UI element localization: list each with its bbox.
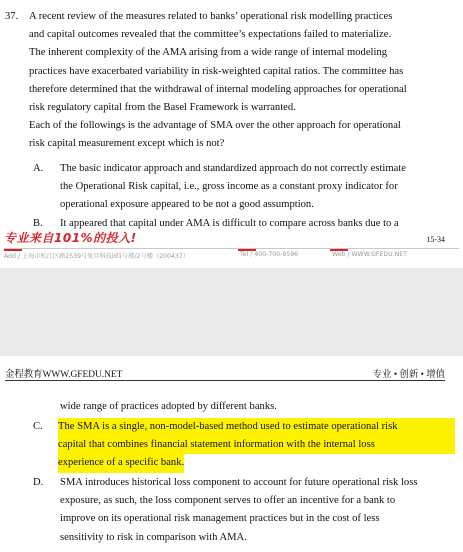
question-line: practices have exacerbated variability in risk-weighted capital ratios. The committee has [29, 65, 404, 77]
footer-address: Add / 上海市松江区路2539号复旦科技园1号楼/2号楼（200437） [4, 253, 189, 260]
option-c-line-highlighted: experience of a specific bank. [58, 454, 184, 472]
option-c-text [58, 418, 455, 473]
header-motto: 专业 • 创新 • 增值 [372, 370, 445, 380]
question-line: risk capital measurement except which is not? [29, 138, 225, 150]
page-bottom [0, 356, 463, 552]
header-brand: 金程教育WWW.GFEDU.NET [5, 370, 123, 380]
question-line: The inherent complexity of the AMA arising from a wide range of internal modeling [29, 47, 388, 59]
option-a-letter: A. [33, 163, 44, 174]
option-b-continued: wide range of practices adopted by different banks. [60, 401, 277, 412]
slogan-handwriting: 专业来自101%的投入! [4, 231, 137, 245]
option-b-text: It appeared that capital under AMA is difficult to compare across banks due to a [60, 218, 399, 229]
footer-tel: Tel / 400-700-9596 [240, 251, 299, 258]
option-b-letter: B. [33, 218, 43, 229]
header-divider [5, 380, 445, 381]
option-a-line: The basic indicator approach and standardized approach do not correctly estimate [60, 163, 406, 174]
question-line: therefore determined that the withdrawal of internal modeling approaches for operational [29, 83, 407, 95]
option-d-letter: D. [33, 477, 44, 488]
option-d-line: SMA introduces historical loss component to account for future operational risk loss [60, 477, 418, 488]
question-number: 37. [5, 11, 19, 22]
question-line: A recent review of the measures related to banks’ operational risk modelling practices [29, 11, 393, 22]
question-line: risk regulatory capital from the Basel Framework is warranted. [29, 102, 296, 114]
option-d-text [60, 474, 455, 547]
option-c-letter: C. [33, 421, 43, 432]
option-a-line: operational exposure appeared to be not a good assumption. [60, 199, 314, 211]
question-line: Each of the followings is the advantage of SMA over the other approach for operational [29, 120, 401, 132]
option-a-text [60, 160, 455, 215]
footer-web: Web / WWW.GFEDU.NET [332, 251, 407, 258]
option-a-line: the Operational Risk capital, i.e., gross income as a constant proxy indicator for [60, 181, 398, 193]
footer-divider [4, 248, 459, 249]
option-d-line: improve on its operational risk management practices but in the cost of less [60, 513, 380, 525]
question-body [29, 8, 455, 154]
option-d-line: sensitivity to risk in comparison with AMA. [60, 531, 247, 543]
question-line: and capital outcomes revealed that the committee’s expectations failed to materialize. [29, 29, 392, 41]
option-d-line: exposure, as such, the loss component serves to offer an incentive for a bank to [60, 495, 396, 507]
option-c-line-highlighted: The SMA is a single, non-model-based method used to estimate operational risk [58, 418, 455, 436]
page-number: 15-34 [426, 235, 445, 244]
option-c-line-highlighted: capital that combines financial statement information with the internal loss [58, 436, 455, 454]
page-separator [0, 268, 463, 356]
page-top [0, 0, 463, 268]
